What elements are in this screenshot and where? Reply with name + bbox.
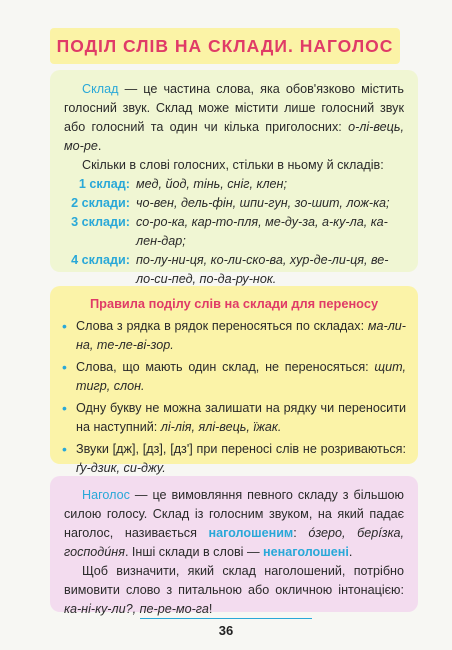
page-number: 36 <box>218 623 234 638</box>
stress-paragraph <box>64 486 404 562</box>
syllable-row-examples: чо-вен, дель-фін, шпи-гун, зо-шит, лож-ка; <box>136 196 390 210</box>
stress-text: . <box>348 545 353 559</box>
transfer-rule-item <box>62 358 406 396</box>
term-unstressed: ненаголошені <box>263 545 349 559</box>
transfer-rules-box <box>50 286 418 475</box>
rule-examples: щит, тигр, слон. <box>76 360 406 393</box>
syllable-row-4 <box>64 251 404 289</box>
stress-text: . Інші склади в слові — <box>124 545 264 559</box>
syllable-row-examples: по-лу-ни-ця, ко-ли-ско-ва, хур-де-ли-ця, ве-ло-си-пед, по-да-ру-нок. <box>136 253 389 286</box>
transfer-rule-item <box>62 399 406 437</box>
syllable-row-label: 3 склади: <box>71 215 130 229</box>
stress-examples: óзеро, берíзка, господúня <box>64 526 405 559</box>
transfer-rule-item <box>62 440 406 478</box>
syllable-row-label: 1 склад: <box>78 177 130 191</box>
rule-text: Слова, що мають один склад, не переносяться: <box>76 360 375 374</box>
rule-text: Одну букву не можна залишати на рядку чи переносити на наступний: <box>76 401 406 434</box>
stress-examples: ка-ні-ку-ли?, пе-ре-мо-га <box>64 602 209 616</box>
rule-examples: ґу-дзик, си-джу. <box>76 461 166 475</box>
term-stress: Наголос <box>82 488 130 502</box>
page-title: ПОДІЛ СЛІВ НА СКЛАДИ. НАГОЛОС <box>56 35 394 56</box>
rule-examples: лі-лія, ялі-вець, їжак. <box>160 420 282 434</box>
syllable-definition-box <box>50 70 418 286</box>
bullet-icon: • <box>62 359 67 375</box>
transfer-rule-item <box>62 317 406 355</box>
syllable-row-examples: мед, йод, тінь, сніг, клен; <box>136 177 287 191</box>
rule-text: Звуки [дж], [дз], [дз'] при переносі слів не розриваються: <box>76 442 406 456</box>
definition-text: — це частина слова, яка обов'язково містить голосний звук. Склад може містити лише голосний звук або голосний та один чи кілька приголосних: <box>64 82 404 134</box>
bullet-icon: • <box>62 441 67 457</box>
rule-count: Скільки в слові голосних, стільки в ньому й складів: <box>82 158 384 172</box>
stress-text: Щоб визначити, який склад наголошений, потрібно вимовити слово з питальною або окличною інтонацією: <box>64 564 404 597</box>
stress-end: ! <box>208 602 213 616</box>
syllable-row-label: 4 склади: <box>71 253 130 267</box>
term-syllable: Склад <box>82 82 119 96</box>
syllable-row-3 <box>64 213 404 251</box>
rule-text: Слова з рядка в рядок переносяться по складах: <box>76 319 368 333</box>
syllable-row-2 <box>64 194 404 213</box>
syllable-row-1 <box>64 175 404 194</box>
bullet-icon: • <box>62 400 67 416</box>
definition-paragraph <box>64 80 404 156</box>
stress-text: : <box>293 526 309 540</box>
syllable-row-examples: со-ро-ка, кар-то-пля, ме-ду-за, а-ку-ла, ка-лен-дар; <box>136 215 388 248</box>
title-banner <box>50 28 400 64</box>
stress-paragraph-2 <box>64 562 404 619</box>
footer-divider <box>140 618 312 619</box>
stress-box <box>50 476 418 616</box>
definition-end: . <box>97 139 102 153</box>
stress-text: — це вимовляння певного складу з більшою силою голосу. Склад із голосним звуком, на який падає наголос, називається <box>64 488 404 540</box>
bullet-icon: • <box>62 318 67 334</box>
term-stressed: наголошеним <box>208 526 294 540</box>
syllable-row-label: 2 склади: <box>71 196 130 210</box>
transfer-heading: Правила поділу слів на склади для переносу <box>89 296 379 311</box>
rule-examples: ма-ли-на, те-ле-ві-зор. <box>76 319 406 352</box>
definition-examples: о-лі-вець, мо-ре <box>64 120 404 153</box>
